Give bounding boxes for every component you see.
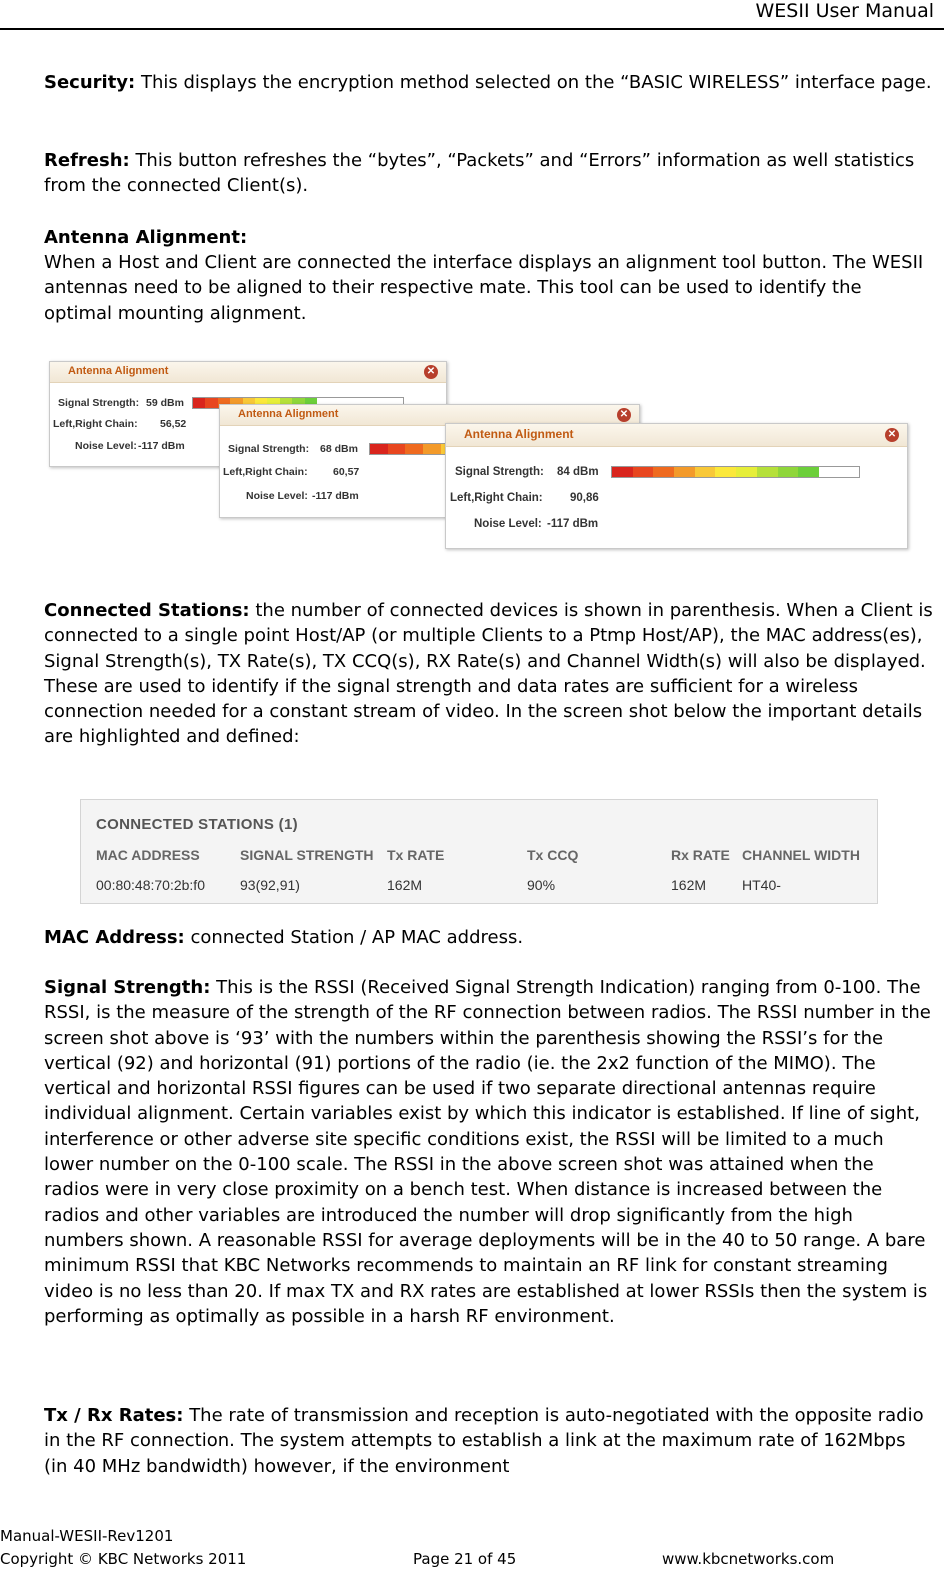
table-cell: 162M (387, 877, 423, 893)
connected-paragraph (44, 598, 934, 750)
signal-value: 68 dBm (320, 443, 358, 455)
noise-label: Noise Level: (474, 518, 542, 530)
noise-value: -117 dBm (547, 518, 599, 530)
antenna-term: Antenna Alignment: (44, 227, 248, 248)
mac-paragraph (44, 925, 934, 950)
connected-term: Connected Stations: (44, 600, 250, 621)
noise-label: Noise Level: (246, 490, 308, 502)
rates-term: Tx / Rx Rates: (44, 1405, 184, 1426)
close-icon[interactable]: ✕ (617, 408, 631, 422)
signal-bar (611, 466, 860, 478)
signal-term: Signal Strength: (44, 977, 211, 998)
signal-bar-segment (405, 444, 423, 454)
chain-label: Left,Right Chain: (223, 466, 308, 478)
refresh-text: This button refreshes the “bytes”, “Packets” and “Errors” information as well statistics from the connected Client(s). (44, 150, 915, 197)
signal-label: Signal Strength: (455, 466, 544, 478)
table-cell: HT40- (742, 877, 781, 893)
security-term: Security: (44, 72, 136, 93)
signal-bar-segment (653, 467, 674, 477)
antenna-panel-title: Antenna Alignment (464, 427, 574, 441)
column-header: Rx RATE (671, 847, 730, 863)
close-icon[interactable]: ✕ (424, 365, 438, 379)
connected-stations-panel (80, 799, 878, 904)
header-rule (0, 28, 944, 30)
noise-value: -117 dBm (312, 490, 359, 502)
antenna-panel-title: Antenna Alignment (68, 365, 169, 377)
security-paragraph (44, 70, 934, 95)
signal-bar-segment (388, 444, 406, 454)
column-header: MAC ADDRESS (96, 847, 200, 863)
chain-value: 60,57 (333, 466, 360, 478)
chain-label: Left,Right Chain: (450, 492, 543, 504)
signal-bar-segment (674, 467, 695, 477)
signal-bar-segment (757, 467, 778, 477)
signal-label: Signal Strength: (58, 397, 140, 409)
signal-bar-segment (633, 467, 654, 477)
column-header: Tx RATE (387, 847, 445, 863)
noise-value: -117 dBm (138, 440, 185, 452)
rates-paragraph (44, 1403, 934, 1479)
table-cell: 162M (671, 877, 707, 893)
connected-text: the number of connected devices is shown in parenthesis. When a Client is connected to a single point Host/AP (or multiple Clients to a Ptmp Host/AP), the MAC address(es), Signal Strength(s), TX Rate(s), TX CCQ(s), RX Rate(s) and Channel Width(s) will also be displayed. These are used to identify if the signal strength and data rates are sufficient for a wireless connection needed for a constant stream of video. In the screen shot below the important details are highlighted and defined: (44, 600, 933, 748)
signal-paragraph (44, 975, 934, 1329)
rates-text: The rate of transmission and reception is auto-negotiated with the opposite radio in the RF connection. The system attempts to establish a link at the maximum rate of 162Mbps (in 40 MHz bandwidth) however, if the environment (44, 1405, 924, 1477)
refresh-term: Refresh: (44, 150, 130, 171)
mac-text: connected Station / AP MAC address. (184, 927, 524, 948)
refresh-paragraph (44, 148, 934, 199)
signal-bar-segment (778, 467, 799, 477)
signal-bar-segment (695, 467, 716, 477)
connected-stations-title: CONNECTED STATIONS (1) (96, 816, 298, 833)
footer-copyright: Copyright © KBC Networks 2011 (0, 1550, 247, 1568)
antenna-panel-titlebar (50, 362, 446, 383)
footer-manual: Manual-WESII-Rev1201 (0, 1527, 174, 1545)
chain-value: 56,52 (160, 418, 187, 430)
signal-value: 84 dBm (557, 466, 599, 478)
column-header: Tx CCQ (527, 847, 579, 863)
column-header: CHANNEL WIDTH (742, 847, 860, 863)
signal-bar-segment (193, 398, 205, 408)
column-header: SIGNAL STRENGTH (240, 847, 374, 863)
signal-bar-segment (715, 467, 736, 477)
signal-bar-segment (736, 467, 757, 477)
signal-value: 59 dBm (146, 397, 184, 409)
antenna-paragraph: When a Host and Client are connected the interface displays an alignment tool button. The WESII antennas need to be aligned to their respective mate. This tool can be used to identify the optimal mounting alignment. (44, 252, 924, 324)
table-cell: 90% (527, 877, 556, 893)
signal-bar-segment (205, 398, 217, 408)
signal-bar-segment (798, 467, 819, 477)
signal-bar-segment (423, 444, 441, 454)
signal-bar-segment (612, 467, 633, 477)
noise-label: Noise Level: (75, 440, 137, 452)
signal-label: Signal Strength: (228, 443, 310, 455)
footer-page-number: Page 21 of 45 (413, 1550, 517, 1568)
signal-text: This is the RSSI (Received Signal Strength Indication) ranging from 0-100. The RSSI, is the measure of the strength of the RF connection between radios. The RSSI number in the screen shot above is ‘93’ with the numbers within the parenthesis showing the RSSI’s for the vertical (92) and horizontal (91) portions of the radio (ie. the 2x2 function of the MIMO). The vertical and horizontal RSSI figures can be used if two separate directional antennas require individual alignment. Certain variables exist by which this indicator is established. If line of sight, interference or other adverse site specific conditions exist, the RSSI will be limited to a much lower number on the 0-100 scale. The RSSI in the above screen shot was attained when the radios were in very close proximity on a bench test. When distance is increased between the radios and other variables are introduced the number will drop significantly from the high numbers shown. A reasonable RSSI for average deployments will be in the 40 to 50 range. A bare minimum RSSI that KBC Networks recommends to maintain an RF link for constant streaming video is no less than 20. If max TX and RX rates are established at lower RSSIs then the system is performing as optimally as possible in a harsh RF environment. (44, 977, 931, 1327)
close-icon[interactable]: ✕ (885, 428, 899, 442)
mac-term: MAC Address: (44, 927, 185, 948)
antenna-panel-3 (445, 423, 908, 549)
header-title: WESII User Manual (755, 0, 934, 22)
table-cell: 00:80:48:70:2b:f0 (96, 877, 205, 893)
security-text: This displays the encryption method selected on the “BASIC WIRELESS” interface page. (135, 72, 932, 93)
antenna-panel-titlebar (446, 424, 907, 447)
footer-website: www.kbcnetworks.com (662, 1550, 835, 1568)
chain-value: 90,86 (570, 492, 599, 504)
chain-label: Left,Right Chain: (53, 418, 138, 430)
antenna-term-line (44, 225, 934, 250)
antenna-panel-title: Antenna Alignment (238, 408, 339, 420)
table-cell: 93(92,91) (240, 877, 300, 893)
signal-bar-segment (370, 444, 388, 454)
